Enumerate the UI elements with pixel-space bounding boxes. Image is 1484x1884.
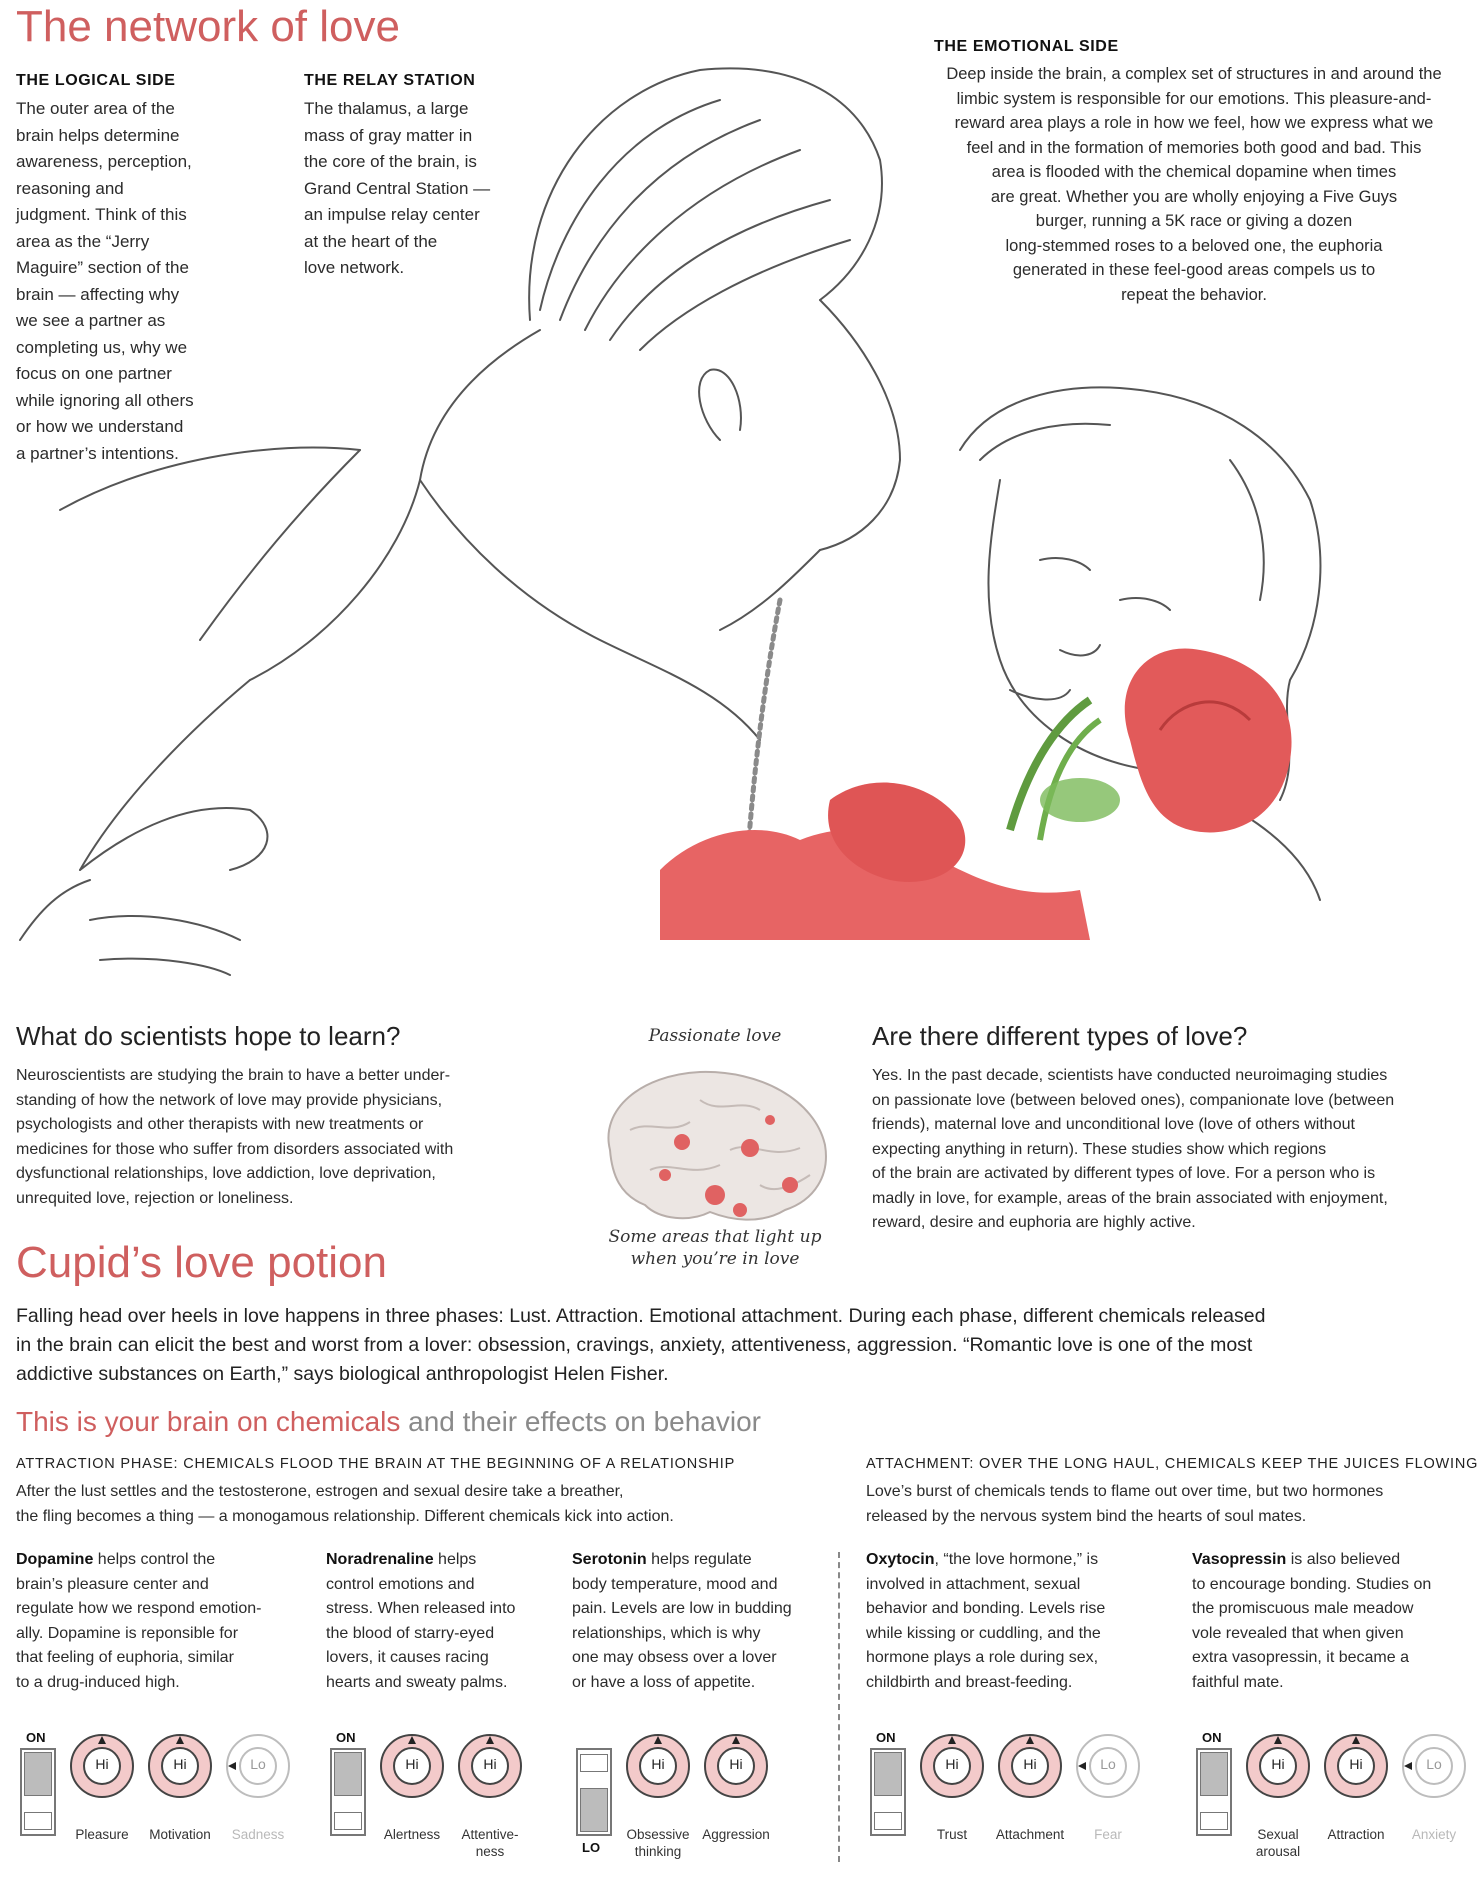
dial-hi: Hi [68, 1732, 136, 1805]
dial-label-alertness: Alertness [383, 1827, 441, 1842]
dial-hi: Hi [456, 1732, 524, 1805]
dial-hi: Hi [918, 1732, 986, 1805]
cupid-heading: Cupid’s love potion [16, 1238, 387, 1287]
chemicals-title-gray: and their effects on behavior [400, 1406, 761, 1437]
dial-label-attachment: Attachment [995, 1827, 1065, 1842]
cupid-text: Falling head over heels in love happens in three phases: Lust. Attraction. Emotional attachment. During each phase, different chemicals released in the brain can elicit the best and worst from a lover: obsession, cravings, anxiety, attentiveness, aggression. “Romantic love is one of the most addictive substances on Earth,” says biological anthropologist Helen Fisher. [16, 1305, 1266, 1385]
on-off-switch[interactable] [20, 1748, 56, 1836]
dial-label-motivation: Motivation [149, 1827, 211, 1842]
dial-label-aggression: Aggression [702, 1827, 770, 1842]
oxytocin-switch-group [866, 1722, 1156, 1862]
brain-figure-title: Passionate love [648, 1026, 782, 1046]
switch-state-label: ON [336, 1730, 356, 1745]
logical-side-text: The outer area of the brain helps determine awareness, perception, reasoning and judgment. Think of this area as the “Jerry Maguire” section of the brain — affecting why we see a partner as completing us, why we focus on one partner while ignoring all others or how we understand a partner’s intentions. [16, 99, 194, 463]
page-title: The network of love [16, 2, 400, 51]
attachment-phase-heading: ATTACHMENT: OVER THE LONG HAUL, CHEMICALS KEEP THE JUICES FLOWING [866, 1456, 1479, 1472]
dial-label-sadness: Sadness [231, 1827, 285, 1842]
dial-label-pleasure: Pleasure [75, 1827, 129, 1842]
on-off-switch[interactable] [1196, 1748, 1232, 1836]
switch-state-label: ON [876, 1730, 896, 1745]
brain-figure-caption: Some areas that light up when you’re in love [608, 1227, 822, 1269]
vasopressin-switch-group [1192, 1722, 1482, 1862]
chemicals-title [16, 1406, 761, 1438]
switch-state-label: LO [582, 1840, 601, 1855]
dial-hi: Hi [378, 1732, 446, 1805]
attraction-phase-heading: ATTRACTION PHASE: CHEMICALS FLOOD THE BRAIN AT THE BEGINNING OF A RELATIONSHIP [16, 1456, 736, 1472]
dial-hi: Hi [146, 1732, 214, 1805]
types-text: Yes. In the past decade, scientists have conducted neuroimaging studies on passionate love (between beloved ones), companionate love (between friends), maternal love and unconditional love (love of others without expecting anything in return). These studies show which regions of the brain are activated by different types of love. For a person who is madly in love, for example, areas of the brain associated with enjoyment, reward, desire and euphoria are highly active. [872, 1067, 1395, 1231]
relay-station-heading: THE RELAY STATION [304, 72, 476, 89]
on-off-switch[interactable] [576, 1748, 612, 1836]
chemical-noradrenaline: Noradrenaline helps control emotions and stress. When released into the blood of starry-eyed lovers, it causes racing hearts and sweaty palms. [326, 1551, 516, 1691]
dial-label-attraction: Attraction [1327, 1827, 1385, 1842]
dial-label-fear: Fear [1094, 1827, 1122, 1842]
dial-hi: Hi [624, 1732, 692, 1805]
types-heading: Are there different types of love? [872, 1021, 1248, 1051]
logical-side-heading: THE LOGICAL SIDE [16, 72, 176, 89]
emotional-side-text: Deep inside the brain, a complex set of structures in and around the limbic system is responsible for our emotions. This pleasure-and- reward area plays a role in how we feel, how we express what we feel and in the formation of memories both good and bad. This area is flooded with the chemical dopamine when times are great. Whether you are wholly enjoying a Five Guys burger, running a 5K race or giving a dozen long-stemmed roses to a beloved one, the euphoria generated in these feel-good areas compels us to repeat the behavior. [946, 65, 1442, 304]
emotional-side-heading: THE EMOTIONAL SIDE [934, 38, 1119, 55]
chemical-vasopressin: Vasopressin is also believed to encourage bonding. Studies on the promiscuous male meadow vole revealed that when given extra vasopressin, it became a faithful mate. [1192, 1551, 1432, 1691]
dial-lo: Lo [1400, 1732, 1468, 1805]
chemical-dopamine: Dopamine helps control the brain’s pleasure center and regulate how we respond emotion- ally. Dopamine is reponsible for that feeling of euphoria, similar to a drug-induced high. [16, 1551, 262, 1691]
couple-illustration [0, 40, 1484, 980]
dial-lo: Lo [224, 1732, 292, 1805]
dial-hi: Hi [702, 1732, 770, 1805]
chemicals-title-red: This is your brain on chemicals [16, 1406, 401, 1437]
scientists-heading: What do scientists hope to learn? [16, 1021, 401, 1051]
attachment-phase-text: Love’s burst of chemicals tends to flame out over time, but two hormones released by the nervous system bind the hearts of soul mates. [866, 1483, 1384, 1525]
dial-hi: Hi [1322, 1732, 1390, 1805]
scientists-text: Neuroscientists are studying the brain to have a better under- standing of how the network of love may provide physicians, psychologists and other therapists with new treatments or medicines for those who suffer from disorders associated with dysfunctional relationships, love addiction, love deprivation, unrequited love, rejection or loneliness. [16, 1067, 454, 1207]
dial-label-obsessive-thinking: Obsessive thinking [626, 1827, 690, 1859]
dial-lo: Lo [1074, 1732, 1142, 1805]
dial-label-anxiety: Anxiety [1411, 1827, 1457, 1842]
serotonin-switch-group [572, 1722, 802, 1862]
chemical-serotonin: Serotonin helps regulate body temperature, mood and pain. Levels are low in budding relationships, which is why one may obsess over a lover or have a loss of appetite. [572, 1551, 792, 1691]
on-off-switch[interactable] [330, 1748, 366, 1836]
dial-hi: Hi [1244, 1732, 1312, 1805]
dial-label-trust: Trust [936, 1827, 968, 1842]
phase-divider [838, 1552, 840, 1862]
switch-state-label: ON [1202, 1730, 1222, 1745]
attraction-phase-text: After the lust settles and the testosterone, estrogen and sexual desire take a breather, the fling becomes a thing — a monogamous relationship. Different chemicals kick into action. [16, 1483, 674, 1525]
on-off-switch[interactable] [870, 1748, 906, 1836]
dial-hi: Hi [996, 1732, 1064, 1805]
noradrenaline-switch-group [326, 1722, 556, 1862]
dial-label-attentiveness: Attentive- ness [461, 1827, 519, 1859]
brain-image [590, 1060, 840, 1230]
relay-station-text: The thalamus, a large mass of gray matter in the core of the brain, is Grand Central Station — an impulse relay center at the heart of the love network. [304, 99, 491, 277]
switch-state-label: ON [26, 1730, 46, 1745]
dial-label-sexual-arousal: Sexual arousal [1255, 1827, 1301, 1859]
dopamine-switch-group [16, 1722, 306, 1862]
chemical-oxytocin: Oxytocin, “the love hormone,” is involved in attachment, sexual behavior and bonding. Levels rise while kissing or cuddling, and the hormone plays a role during sex, childbirth and breast-feeding. [866, 1551, 1106, 1691]
